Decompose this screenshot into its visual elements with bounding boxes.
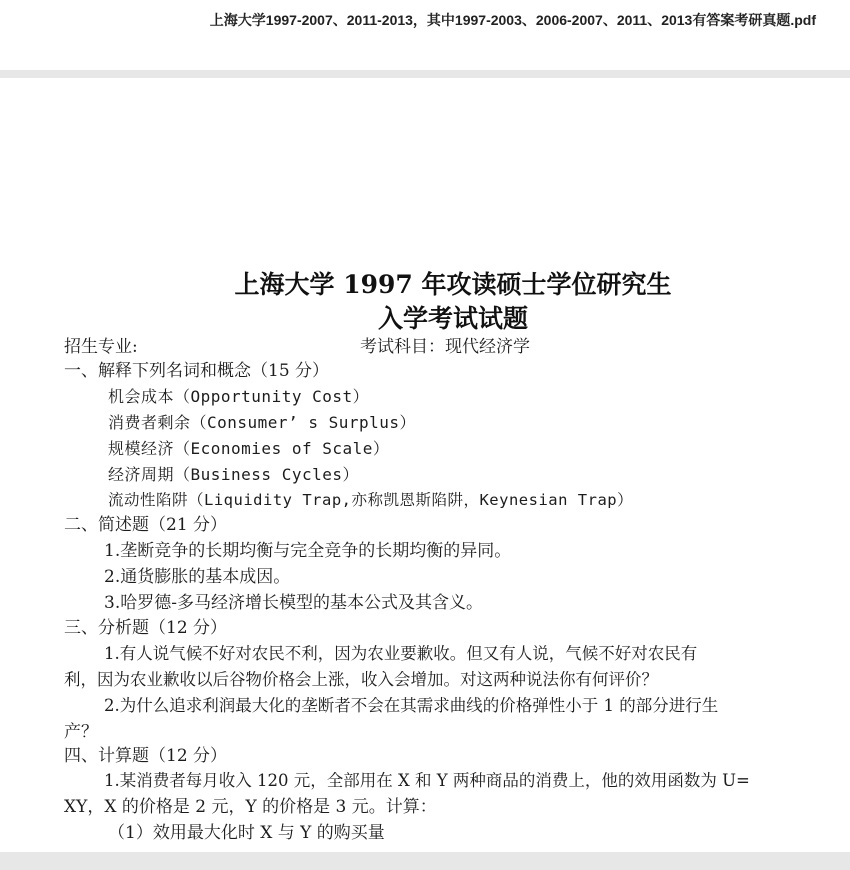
list-item: 1.垄断竞争的长期均衡与完全竞争的长期均衡的异同。 <box>104 541 512 561</box>
file-title: 上海大学1997-2007、2011-2013，其中1997-2003、2006-2007、2011、2013有答案考研真题.pdf <box>209 12 816 28</box>
major-label: 招生专业: <box>64 337 138 357</box>
list-item: （1）效用最大化时 X 与 Y 的购买量 <box>108 823 385 843</box>
list-item: 流动性陷阱（Liquidity Trap,亦称凯恩斯陷阱，Keynesian Trap） <box>108 491 634 509</box>
list-item: 1.有人说气候不好对农民不利，因为农业要歉收。但又有人说，气候不好对农民有 <box>104 644 698 663</box>
page-separator-top <box>0 70 850 78</box>
list-item: 机会成本（Opportunity Cost） <box>108 387 370 406</box>
list-item: XY，X 的价格是 2 元，Y 的价格是 3 元。计算： <box>64 797 437 817</box>
list-item: 产？ <box>64 722 98 742</box>
section-heading: 一、解释下列名词和概念（15 分） <box>64 361 330 381</box>
document-page[interactable] <box>0 78 850 852</box>
section-heading: 四、计算题（12 分） <box>64 746 228 766</box>
exam-subtitle: 入学考试试题 <box>377 304 528 333</box>
list-item: 利，因为农业歉收以后谷物价格会上涨，收入会增加。对这两种说法你有何评价？ <box>64 670 658 689</box>
list-item: 经济周期（Business Cycles） <box>108 465 359 484</box>
section-heading: 二、简述题（21 分） <box>64 515 228 535</box>
list-item: 消费者剩余（Consumer’ s Surplus） <box>108 413 417 432</box>
page-separator-bottom <box>0 852 850 870</box>
file-header <box>0 0 850 70</box>
exam-subject: 考试科目：现代经济学 <box>360 337 530 357</box>
list-item: 2.为什么追求利润最大化的垄断者不会在其需求曲线的价格弹性小于 1 的部分进行生 <box>104 696 719 715</box>
exam-title: 上海大学 1997 年攻读硕士学位研究生 <box>234 270 672 299</box>
list-item: 1.某消费者每月收入 120 元，全部用在 X 和 Y 两种商品的消费上，他的效用函数为 U= <box>104 771 750 790</box>
list-item: 3.哈罗德-多马经济增长模型的基本公式及其含义。 <box>104 593 483 613</box>
list-item: 2.通货膨胀的基本成因。 <box>104 567 291 587</box>
section-heading: 三、分析题（12 分） <box>64 618 228 638</box>
list-item: 规模经济（Economies of Scale） <box>108 439 390 458</box>
